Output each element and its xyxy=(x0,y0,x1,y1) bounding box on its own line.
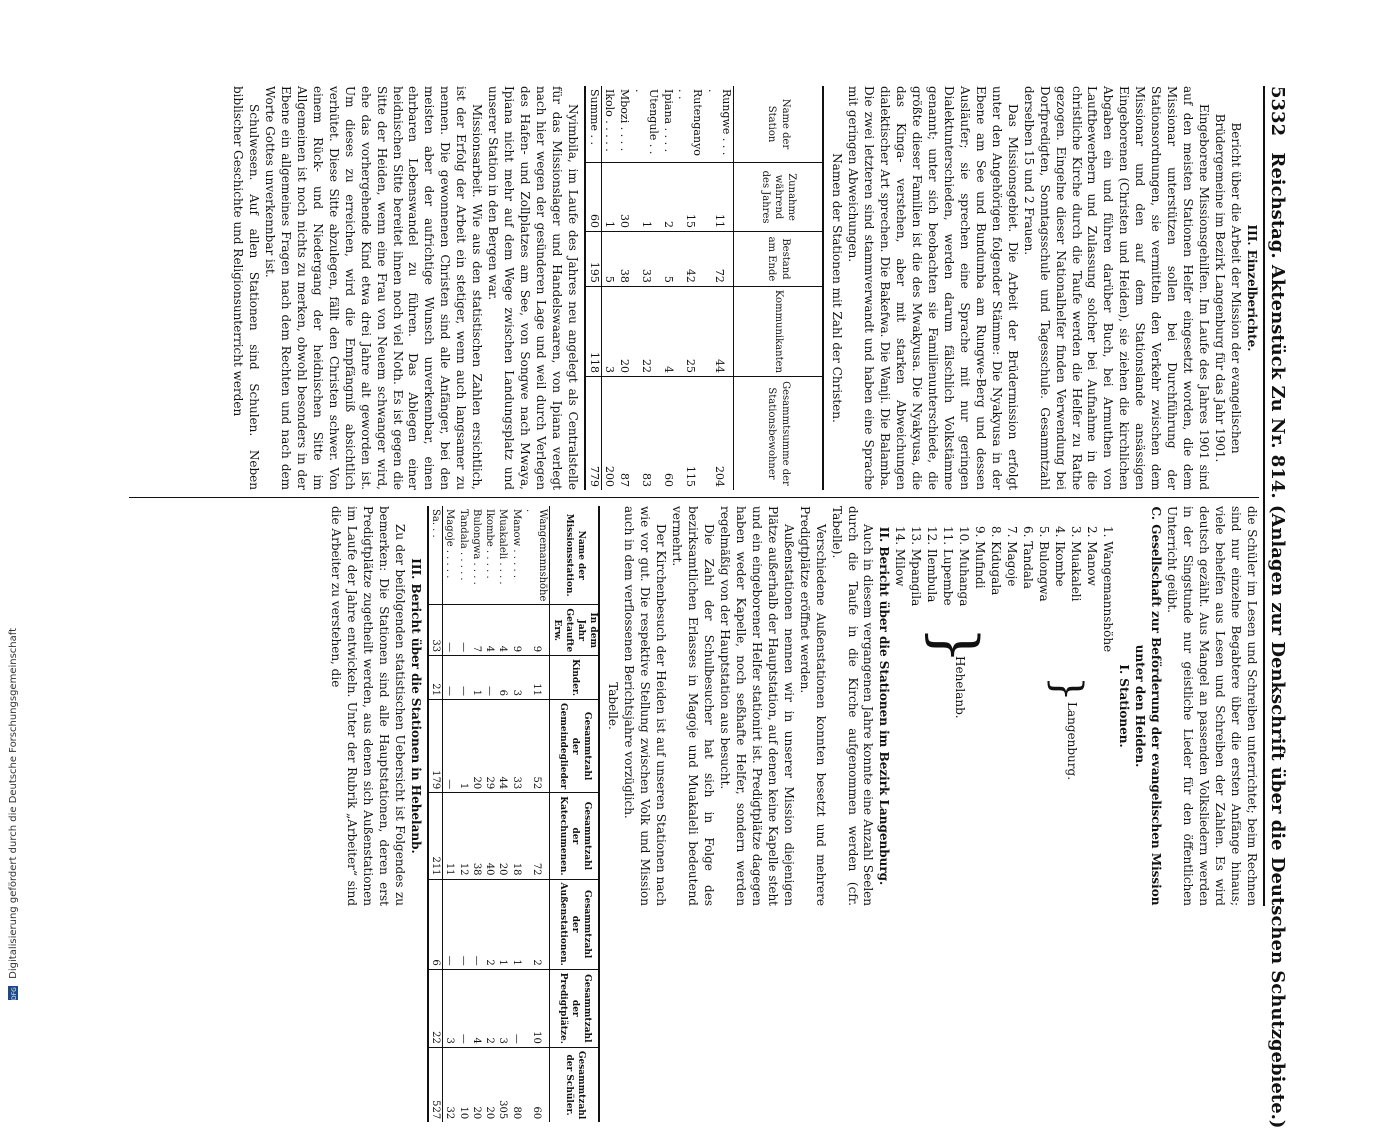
dfg-logo-text: DFG xyxy=(11,987,18,1000)
value-cell: 2 xyxy=(523,879,550,969)
value-cell: 10 xyxy=(456,1047,469,1122)
value-cell: 25 xyxy=(675,286,704,376)
station-item: 13. Mpangila xyxy=(909,526,924,607)
value-cell: 1 xyxy=(496,879,509,969)
stations-list xyxy=(891,526,1115,906)
value-cell: 80 xyxy=(510,1047,523,1122)
station-name-cell: Ikombe . . . . . xyxy=(484,509,496,579)
value-cell: 10 xyxy=(523,969,550,1047)
value-cell: 44 xyxy=(704,286,734,376)
table-header: Zunahme während des Jahres xyxy=(734,163,824,232)
value-cell: 4 xyxy=(660,286,675,376)
value-cell: 204 xyxy=(704,376,734,490)
value-cell: — xyxy=(443,656,457,700)
sum-value-cell: 527 xyxy=(428,1047,443,1122)
value-cell: 18 xyxy=(510,793,523,879)
station-name-cell: Wangemannshöhe . xyxy=(524,509,549,602)
value-cell: 3 xyxy=(601,286,616,376)
value-cell: 38 xyxy=(470,793,483,879)
value-cell: 52 xyxy=(523,699,550,792)
value-cell: 1 xyxy=(470,656,483,700)
sum-value-cell: 33 xyxy=(428,605,443,656)
paragraph-definitions: Außenstationen nennen wir in unserer Mission diejenigen Plätze außerhalb der Hauptstation, auf denen keine Kapelle steht und ein eingeborener Helfer stationirt ist. Predigtplätze dagegen haben weder Kapelle, noch seßhafte Helfer, sondern werden regelmäßig von der Hauptstation aus besucht. xyxy=(717,506,796,906)
paragraph-schools: Schulwesen. Auf allen Stationen sind Schulen. Neben biblischer Geschichte und Religionsunterricht werden xyxy=(231,86,261,490)
left-column xyxy=(129,86,1259,490)
value-cell: — xyxy=(510,969,523,1047)
table-header: Gesammtzahl der Gemeindeglieder xyxy=(550,699,599,792)
paragraph-mission-work: Missionsarbeit. Wie aus den statistischen Zahlen ersichtlich, ist der Erfolg der Arbeit ein stetiger, wenn auch langsamer zu nennen. Die gewonnenen Christen sind alle Anfänger, bei den meisten aber der aufrichtige Wunsch unverkennbar, einen ehrbaren Lebenswandel zu führen. Das Ablegen einer heidnischen Sitte bereitet ihnen noch viel Noth. Es ist gegen die Sitte der Heiden, wenn eine Frau von Neuem schwanger wird, ehe das vorhergehende Kind etwa drei Jahre alt geworden ist. Um dieses zu erreichen, wird die Empfängniß absichtlich verhütet. Diese Sitte abzulegen, fällt den Christen schwer. Von einem Rück- und Niedergang der heidnischen Sitte im Allgemeinen ist noch nichts zu merken, obwohl besonders in der Ebene ein allgemeines Fragen nach dem Rechten und nach dem Worte Gottes unverkennbar ist. xyxy=(262,86,485,490)
table-row xyxy=(675,86,704,490)
table-header: Name der Station xyxy=(734,86,824,163)
station-name-cell: Manow . . . . . xyxy=(510,509,522,579)
section-c-title: C. Gesellschaft zur Beförderung der evangelischen Mission unter den Heiden. xyxy=(1133,506,1164,906)
table-header: Gesammtzahl der Katechumenen. xyxy=(550,793,599,879)
value-cell: 12 xyxy=(456,793,469,879)
station-name-cell: Bulongwa . . . . xyxy=(470,509,482,585)
sum-value-cell: 211 xyxy=(428,793,443,879)
table-row xyxy=(456,506,469,1122)
table-row xyxy=(470,506,483,1122)
value-cell: 115 xyxy=(675,376,704,490)
section-iii-title: III. Bericht über die Stationen in Hehelanb. xyxy=(408,558,423,854)
stations-block xyxy=(891,506,1115,906)
station-item: 14. Milow xyxy=(893,526,908,587)
paragraph-outstations: Verschiedene Außenstationen konnten besetzt und mehrere Predigtplätze eröffnet werden. xyxy=(797,506,828,906)
value-cell: 9 xyxy=(510,605,523,656)
value-cell: 4 xyxy=(483,605,496,656)
paragraph-continued: die Schüler im Lesen und Schreiben unterrichtet; beim Rechnen sind nur einzelne Begabtere über die ersten Anfänge hinaus; viele behelfen aus Lesen und Schreiben der Zahlen. Es wird deutsch gezählt. Aus Mangel an passenden Volksliedern werden in der Singstunde nur geistliche Lieder für den öffentlichen Unterricht geübt. xyxy=(1165,506,1259,906)
station-item: 11. Lupembe xyxy=(941,526,956,606)
table-header: Gesammtzahl der Außenstationen. xyxy=(550,879,599,969)
value-cell: 15 xyxy=(675,163,704,232)
sum-value-cell: 21 xyxy=(428,656,443,700)
table-row xyxy=(523,506,550,1122)
value-cell: — xyxy=(456,605,469,656)
footer-text: Digitalisierung gefördert durch die Deutsche Forschungsgemeinschaft xyxy=(8,627,19,979)
value-cell: 3 xyxy=(443,969,457,1047)
report-subtitle: Bericht über die Arbeit der Mission der evangelischen Brüdergemeine im Bezirk Langenburg für das Jahr 1901. xyxy=(1213,113,1244,463)
footer xyxy=(8,628,19,1000)
table-header: Bestand am Ende xyxy=(734,232,824,287)
value-cell: 20 xyxy=(470,699,483,792)
station-name-cell: Muakaleli . . . . xyxy=(497,509,509,585)
station-item: 5. Bulongwa xyxy=(1037,526,1052,602)
station-item: 12. Ilembula xyxy=(925,526,940,603)
paragraph-school-attendance: Die Zahl der Schulbesucher hat sich in Folge des bezirksamtlichen Erlasses in Magoje und Muakaleli bedeutend vermehrt. xyxy=(670,506,716,906)
station-item: 2. Manow xyxy=(1085,526,1100,586)
value-cell: 2 xyxy=(660,163,675,232)
value-cell: 11 xyxy=(704,163,734,232)
station-item: 1. Wangemannshöhe xyxy=(1101,526,1116,653)
value-cell: — xyxy=(483,656,496,700)
station-item: 6. Tandala xyxy=(1021,526,1036,590)
station-item: 9. Mufindi xyxy=(973,526,988,589)
station-item: 10. Muhanga xyxy=(957,526,972,607)
paragraph-nyimbila: Nyimbila, im Laufe des Jahres neu angelegt als Centralstelle für das Missionslager und Handelswaaren, von Ipiana verlegt nach hier wegen der gesünderen Lage und weil durch Verlegen des Hafen- und Zollplatzes am See, von Songwe nach Mwaya, Ipiana nicht mehr auf dem Wege zwischen Landungsplatz und unserer Station in den Bergen war. xyxy=(486,86,581,490)
station-name-cell: Utengule . . . xyxy=(632,89,661,155)
value-cell: 1 xyxy=(631,163,660,232)
value-cell: 40 xyxy=(483,793,496,879)
table-row xyxy=(616,86,631,490)
value-cell: 20 xyxy=(616,286,631,376)
table-caption: Namen der Stationen mit Zahl der Christen. xyxy=(830,153,845,423)
value-cell: 83 xyxy=(631,376,660,490)
value-cell: 60 xyxy=(660,376,675,490)
value-cell: 4 xyxy=(470,969,483,1047)
section-title: III. Einzelberichte. xyxy=(1245,224,1259,352)
value-cell: 1 xyxy=(456,699,469,792)
value-cell: 7 xyxy=(470,605,483,656)
table-row xyxy=(660,86,675,490)
sum-value-cell: 118 xyxy=(585,286,601,376)
sum-row xyxy=(585,86,601,490)
page-title: Reichstag. Aktenstück Zu Nr. 814. (Anlagen zur Denkschrift über die Deutschen Schutzgebiete.) xyxy=(1267,152,1288,1128)
station-name-cell: Ikolo . . . . . xyxy=(603,89,617,152)
value-cell: 33 xyxy=(631,232,660,287)
table-row xyxy=(510,506,523,1122)
value-cell: 9 xyxy=(523,605,550,656)
table-header: Gesammtzahl der Predigtplätze. xyxy=(550,969,599,1047)
table-header: In dem Jahr Getaufte Erw. xyxy=(550,605,599,656)
sum-value-cell: 195 xyxy=(585,232,601,287)
table-row xyxy=(483,506,496,1122)
table-row xyxy=(601,86,616,490)
value-cell: 1 xyxy=(601,163,616,232)
value-cell: 33 xyxy=(510,699,523,792)
value-cell: 22 xyxy=(631,286,660,376)
table-row xyxy=(631,86,660,490)
value-cell: 32 xyxy=(443,1047,457,1122)
sum-value-cell: 179 xyxy=(428,699,443,792)
value-cell: 20 xyxy=(483,1047,496,1122)
value-cell: — xyxy=(456,969,469,1047)
value-cell: 11 xyxy=(523,656,550,700)
value-cell: 5 xyxy=(660,232,675,287)
value-cell: — xyxy=(456,879,469,969)
brace: } xyxy=(1044,676,1091,702)
value-cell: 42 xyxy=(675,232,704,287)
station-name-cell: Mbozi . . . . xyxy=(617,89,631,152)
station-name-cell: Magoje . . . . . xyxy=(444,509,456,579)
section-ii-title: II. Bericht über die Stationen im Bezirk Langenburg. xyxy=(877,526,892,886)
sum-label-cell: Summe . . xyxy=(585,86,601,163)
table-row xyxy=(443,506,457,1122)
value-cell: 11 xyxy=(443,793,457,879)
station-name-cell: Rutenganyo . . xyxy=(676,89,705,156)
value-cell: 72 xyxy=(523,793,550,879)
value-cell: 5 xyxy=(601,232,616,287)
sum-label-cell: Sa. . . xyxy=(428,506,443,605)
sum-value-cell: 779 xyxy=(585,376,601,490)
group-hehelanb: Hehelanb. xyxy=(953,656,968,719)
table-title: Tabelle. xyxy=(606,682,621,730)
sum-value-cell: 6 xyxy=(428,879,443,969)
sum-value-cell: 22 xyxy=(428,969,443,1047)
value-cell: — xyxy=(456,656,469,700)
value-cell: 2 xyxy=(483,969,496,1047)
value-cell: 305 xyxy=(496,1047,509,1122)
station-name-cell: Ipiana . . . . xyxy=(661,89,675,153)
paragraph-church-visits: Der Kirchenbesuch der Heiden ist auf unseren Stationen nach wie vor gut. Die respektive Stellung zwischen Volk und Mission auch in dem verflossenen Berichtsjahre vorzüglich. xyxy=(622,506,669,906)
table-header: Gesammtzahl der Schüler. xyxy=(550,1047,599,1122)
value-cell: 60 xyxy=(523,1047,550,1122)
column-divider xyxy=(129,497,1259,498)
value-cell: — xyxy=(443,699,457,792)
value-cell: 20 xyxy=(496,793,509,879)
right-column xyxy=(129,506,1259,1120)
value-cell: 29 xyxy=(483,699,496,792)
stations-title: I. Stationen. xyxy=(1117,664,1132,748)
table-header: Kommunikanten xyxy=(734,286,824,376)
value-cell: — xyxy=(443,605,457,656)
value-cell: 1 xyxy=(510,879,523,969)
page-number: 5332 xyxy=(1267,86,1288,137)
paragraph-helpers: Eingeborene Missionsgehilfen. Im Laufe des Jahres 1901 sind auf den meisten Stationen Helfer eingesetzt worden, die dem Missionar unterstützen sollen bei Durchführung der Stationsordnungen, sie vermitteln den Verkehr zwischen dem Missionar und den auf dem Stationslande ansässigen Eingeborenen (Christen und Heiden), sie ziehen die kirchlichen Abgaben ein und führen darüber Buch, bei Armuthen von Lauftbewerbern und Zulassung solcher bei Aufnahme in die christliche Kirche durch die Taufe werden die Helfer zu Rathe gezogen. Eingelne dieser Nationalhelfer finden Verwendung bei Dorfpredigten, Sonntagsschule und Tagesschule. Gesammtzahl derselben 15 und 2 Frauen. xyxy=(1021,86,1212,490)
table-row xyxy=(496,506,509,1122)
page-header xyxy=(1263,86,1289,1128)
group-langenburg: Langenburg. xyxy=(1065,702,1080,781)
brace: } xyxy=(920,626,991,665)
station-item: 8. Kidugala xyxy=(989,526,1004,596)
value-cell: 72 xyxy=(704,232,734,287)
christians-table xyxy=(584,86,824,490)
value-cell: 200 xyxy=(601,376,616,490)
sum-row xyxy=(428,506,443,1122)
station-item: 3. Muakaleli xyxy=(1069,526,1084,602)
value-cell: — xyxy=(443,879,457,969)
value-cell: 87 xyxy=(616,376,631,490)
table-header: Name der Missionsstation. xyxy=(550,506,599,605)
value-cell: 20 xyxy=(470,1047,483,1122)
station-name-cell: Rungwe . . . . xyxy=(705,89,734,156)
value-cell: 2 xyxy=(483,879,496,969)
value-cell: 38 xyxy=(616,232,631,287)
station-item: 7. Magoje xyxy=(1005,526,1020,587)
value-cell: — xyxy=(470,879,483,969)
sum-value-cell: 60 xyxy=(585,163,601,232)
table-header: Kinder. xyxy=(550,656,599,700)
paragraph-statistics: Zu der beifolgenden statistischen Uebersicht ist Folgendes zu bemerken: Die Stationen sind alle Hauptstationen, deren erst Predigtplätze zugetheilt werden, aus denen sich Außenstationen im Laufe der Jahre entwickeln. Unter der Rubrik „Arbeiter“ sind die Arbeiter zu verstehen, die xyxy=(328,506,407,906)
station-item: 4. Ikombe xyxy=(1053,526,1068,587)
value-cell: 44 xyxy=(496,699,509,792)
table-header: Gesammtsumme der Stationsbewohner xyxy=(734,376,824,490)
paragraph-mission-area: Das Missionsgebiet. Die Arbeit der Brüdermission erfolgt unter den Angehörigen folgender Stämme: Die Nyakyusa in der Ebene am See und Bundumba am Rungwe-Berg und dessen Ausläufer; sie sprechen eine Sprache mit nur geringen Dialektunterschieden, werden darum fälschlich Volkstämme genannt; unter sich beobachten sie Familienunterschiede, die größte dieser Familien ist die des Mwakyusa. Die Nyakyusa, die das Kinga- verstehen, aber mit starken Abweichungen dialektischer Art sprechen. Die Bakefwa. Die Wanji. Die Balamba. Die zwei letzteren sind stammverwandt und haben eine Sprache mit geringen Abweichungen. xyxy=(846,86,1020,490)
langenburg-table xyxy=(427,506,601,1122)
document-sheet xyxy=(111,80,1291,1128)
value-cell: 3 xyxy=(510,656,523,700)
paragraph-baptisms: Auch in diesem vergangenen Jahre konnte eine Anzahl Seelen durch die Taufe in die Kirche aufgenommen werden (cfr. Tabelle). xyxy=(829,506,876,906)
station-name-cell: Tandala . . . . . xyxy=(457,509,469,581)
dfg-logo xyxy=(8,986,18,1000)
value-cell: 3 xyxy=(496,969,509,1047)
table-row xyxy=(704,86,734,490)
value-cell: 6 xyxy=(496,656,509,700)
value-cell: 30 xyxy=(616,163,631,232)
value-cell: 4 xyxy=(496,605,509,656)
